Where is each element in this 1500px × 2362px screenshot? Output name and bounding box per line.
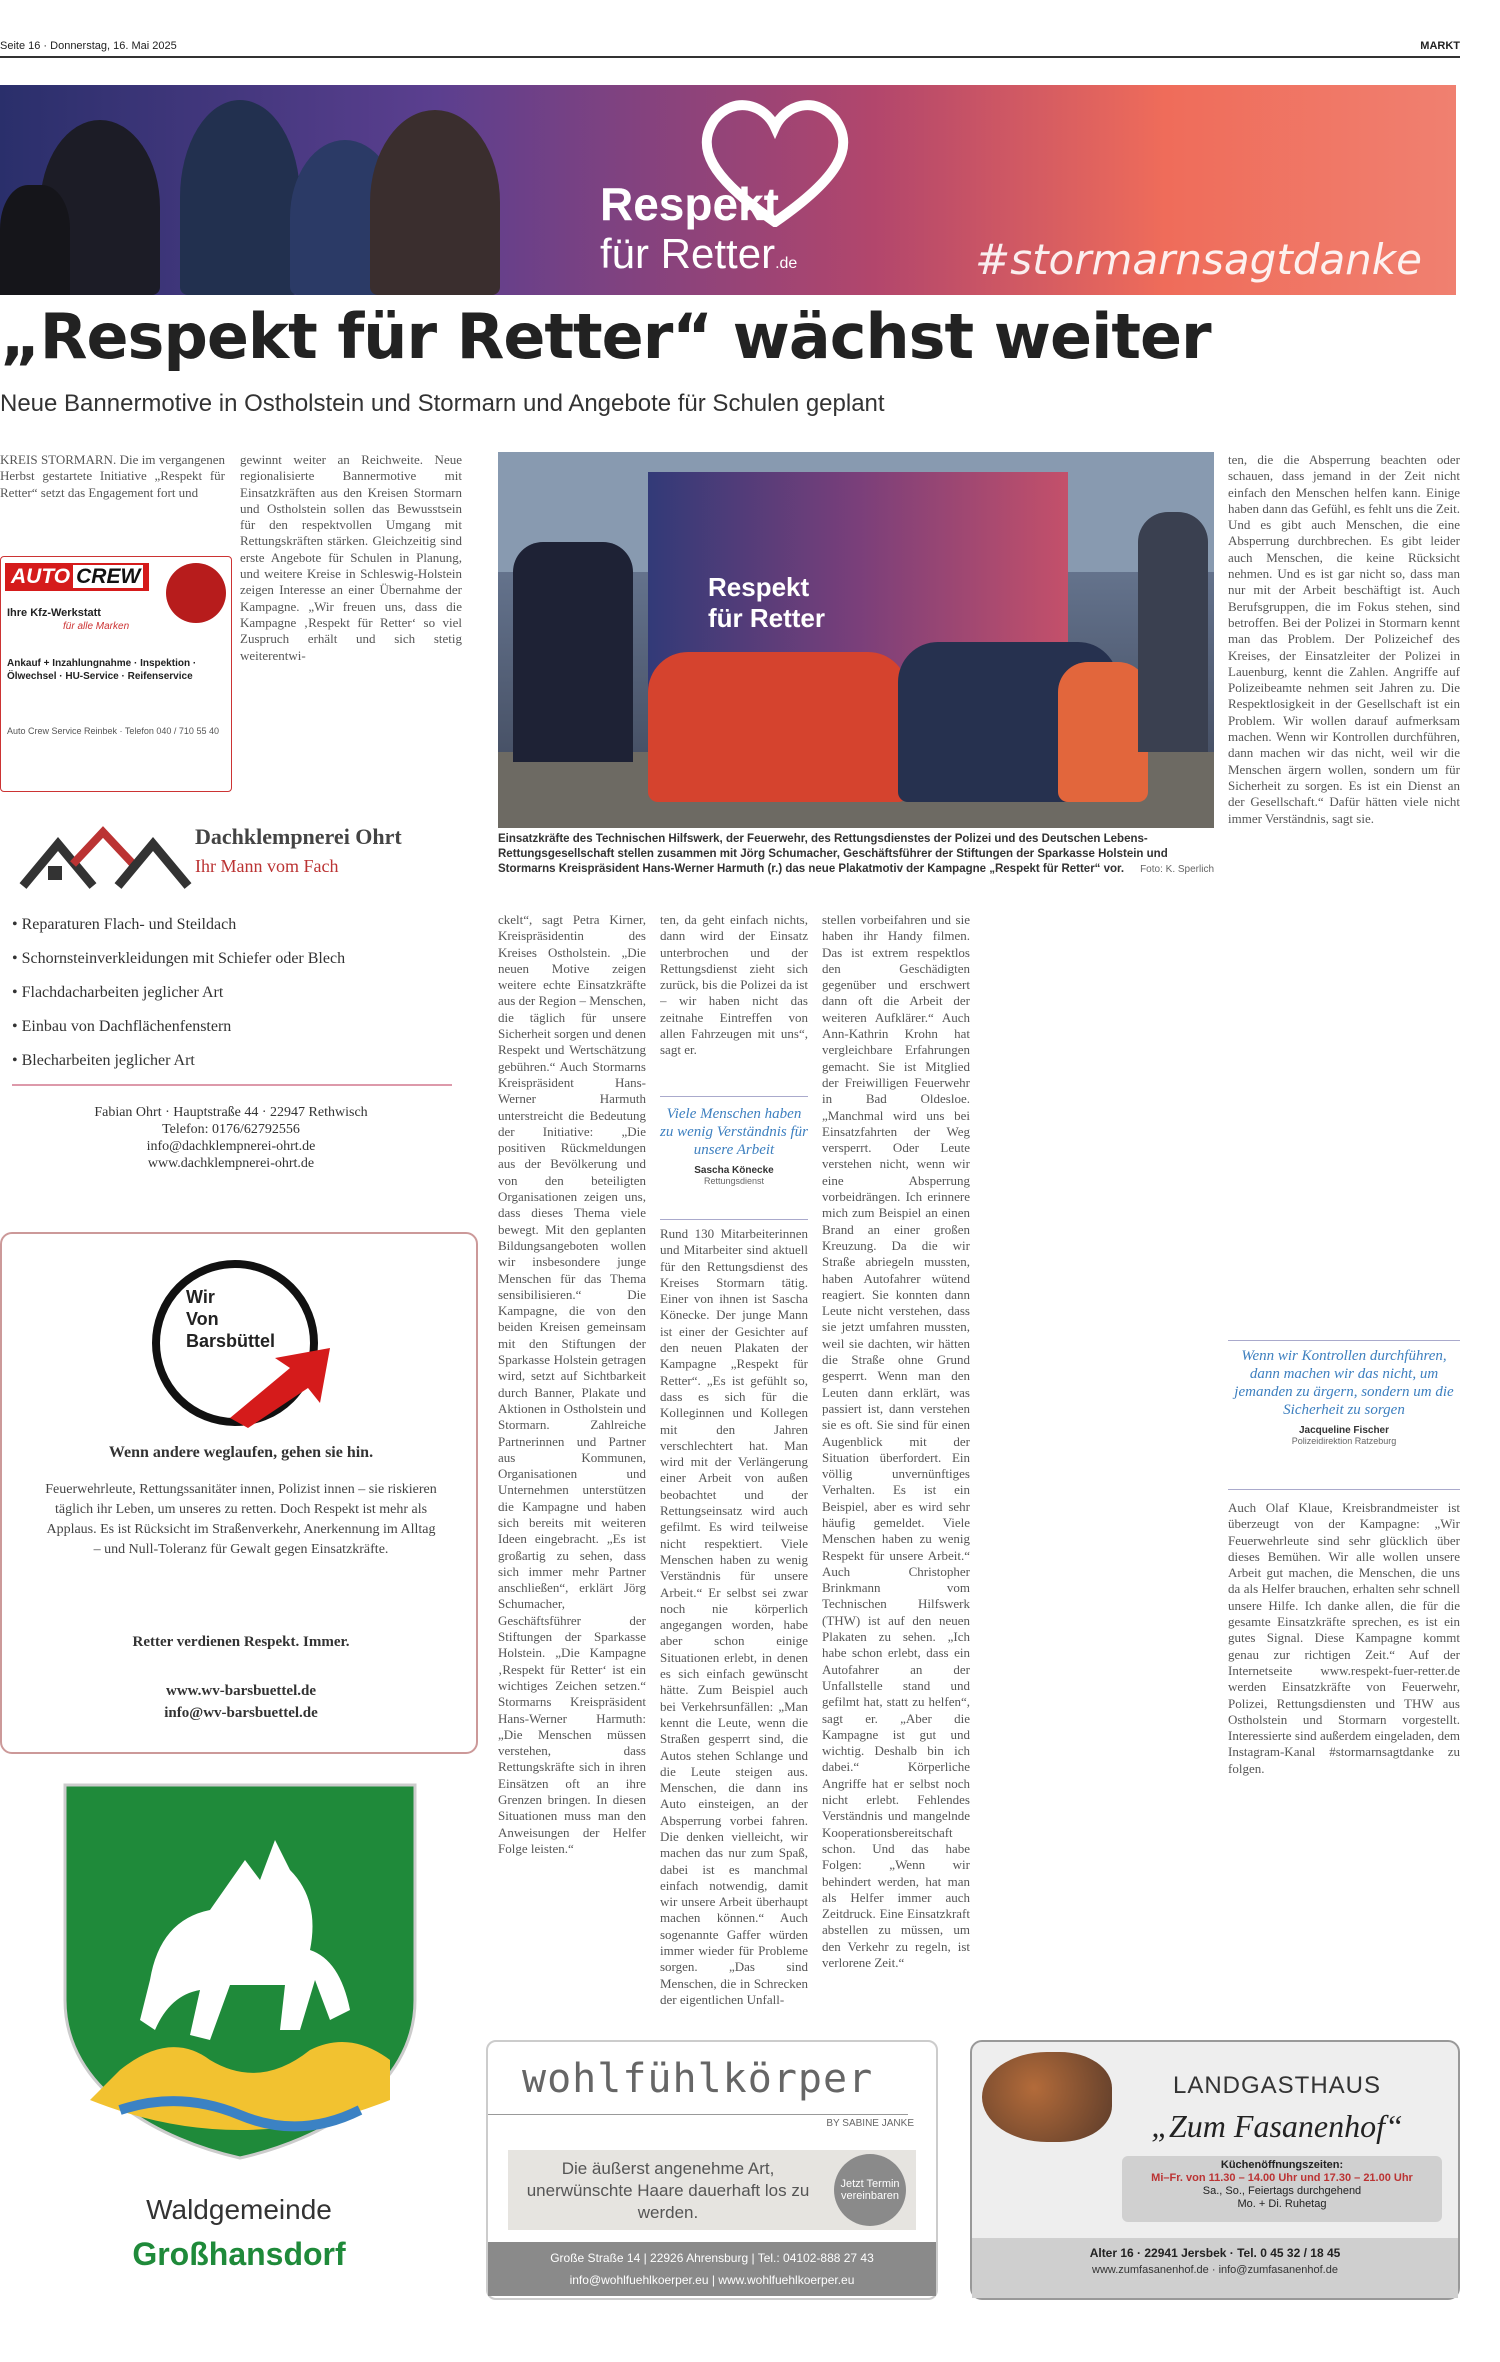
dach-service-item: • Einbau von Dachflächenfenstern <box>12 1018 232 1035</box>
landg-hours1: Mi–Fr. von 11.30 – 14.00 Uhr und 17.30 – 21.00 Uhr <box>1151 2172 1413 2184</box>
divider <box>12 1084 452 1086</box>
article-col3 <box>498 912 646 2018</box>
pullquote-box <box>660 1096 808 1220</box>
dach-contact <box>0 1104 462 1172</box>
divider <box>488 2114 908 2115</box>
dach-web: www.dachklempnerei-ohrt.de <box>147 1156 315 1171</box>
roof-logo-icon <box>18 824 193 894</box>
wohl-badge: Jetzt Termin vereinbaren <box>834 2154 906 2226</box>
landg-hours-title: Küchenöffnungszeiten: <box>1220 2159 1344 2171</box>
autocrew-contact: Auto Crew Service Reinbek · Telefon 040 / 710 55 40 <box>7 726 219 736</box>
banner-hashtag: #stormarnsagtdanke <box>975 235 1422 284</box>
pullquote-text: Wenn wir Kontrollen durchführen, dann machen wir das nicht, um jemanden zu ärgern, sondern um die Sicherheit zu sorgen <box>1234 1348 1454 1418</box>
landg-hours2: Sa., So., Feiertags durchgehend <box>1202 2185 1362 2197</box>
arrow-icon <box>230 1348 340 1428</box>
wohl-text-box <box>508 2150 916 2230</box>
dach-address: Fabian Ohrt · Hauptstraße 44 · 22947 Rethwisch <box>94 1105 368 1120</box>
dog-silhouette <box>0 185 70 295</box>
wir-logo-text: Wir Von Barsbüttel <box>186 1287 276 1351</box>
landg-address: Alter 16 · 22941 Jersbek · Tel. 0 45 32 / 18 45 <box>1089 2246 1341 2260</box>
photo-banner-logo: Respekt für Retter <box>708 572 826 633</box>
article-headline: „Respekt für Retter“ wächst weiter <box>0 300 1211 373</box>
dach-service-list <box>12 908 452 1078</box>
wir-tagline: Retter verdienen Respekt. Immer. <box>132 1634 350 1650</box>
grosshansdorf-ad <box>0 1768 478 2302</box>
wir-barsbuettel-ad <box>0 1232 478 1754</box>
pullquote-name: Jacqueline Fischer <box>1298 1425 1390 1436</box>
article-text: Rund 130 Mitarbeiterinnen und Mitarbeiter sind aktuell für den Rettungsdienst des Kreises Stormarn tätig. Einer von ihnen ist Sascha Könecke. Der junge Mann ist einer der Gesichter auf den neuen Plakaten der Kampagne „Respekt für Retter“. „Es ist gefühlt so, dass es sich für die Kolleginnen und Kollegen mit den Jahren verschlechtert hat. Man wird mit der Verlängerung einer Arbeit von außen beobachtet und der Rettungseinsatz wird auch gefilmt. Es wird teilweise nicht respektiert. Viele Menschen haben zu wenig Verständnis für unsere Arbeit.“ Er selbst sei zwar noch nie körperlich angegangen worden, habe aber schon einige Situationen erlebt, in denen es sich einfach gewünscht hätte. Zum Beispiel auch bei Verkehrsunfällen: „Man kennt die Leute, wenn die Straßen gesperrt sind, die Autos stehen Schlange und die Leute steigen aus. Menschen, die dann ins Auto einsteigen, an der Absperrung vorbei fahren. Die denken vielleicht, wir machen das nur zum Spaß, dabei ist es manchmal einfach notwendig, damit wir unsere Arbeit überhaupt machen können.“ Auch sogenannte Gaffer würden immer wieder für Probleme sorgen. „Das sind Menschen, die in Schrecken der eigentlichen Unfall- <box>660 1226 808 2007</box>
article-col1 <box>0 452 225 552</box>
mascot-icon <box>166 563 226 623</box>
wir-web: www.wv-barsbuettel.de <box>166 1683 316 1699</box>
article-subheadline: Neue Bannermotive in Ostholstein und Stormarn und Angebote für Schulen geplant <box>0 390 885 417</box>
landg-hours3: Mo. + Di. Ruhetag <box>1237 2198 1327 2210</box>
landg-name: „Zum Fasanenhof“ <box>1151 2108 1403 2144</box>
article-col6b <box>1228 1500 1460 2018</box>
article-photo <box>498 452 1214 828</box>
page-info: Seite 16 · Donnerstag, 16. Mai 2025 <box>0 40 177 52</box>
autocrew-services: Ankauf + Inzahlungnahme · Inspektion · Ölwechsel · HU-Service · Reifenservice <box>7 658 197 682</box>
dach-email: info@dachklempnerei-ohrt.de <box>146 1139 316 1154</box>
dach-slogan: Ihr Mann vom Fach <box>195 856 339 876</box>
wohl-address: Große Straße 14 | 22926 Ahrensburg | Tel.: 04102-888 27 43 <box>550 2251 874 2265</box>
article-text: KREIS STORMARN. Die im vergangenen Herbst gestartete Initiative „Respekt für Retter“ setzt das Engagement fort und <box>0 452 225 500</box>
coat-of-arms-icon <box>60 1780 420 2160</box>
photo-credit: Foto: K. Sperlich <box>1140 864 1214 875</box>
photo-people-right <box>1138 512 1208 752</box>
dach-service-item: • Reparaturen Flach- und Steildach <box>12 916 237 933</box>
wir-contact <box>2 1680 480 1724</box>
wohl-by: BY SABINE JANKE <box>826 2118 914 2129</box>
banner-logo-line1: Respekt <box>600 178 779 230</box>
autocrew-line2: für alle Marken <box>63 621 130 632</box>
banner-logo-suffix: .de <box>775 255 798 272</box>
wald-line1: Waldgemeinde <box>146 2194 332 2225</box>
pheasant-icon <box>982 2052 1112 2142</box>
wir-headline: Wenn andere weglaufen, gehen sie hin. <box>108 1444 374 1461</box>
autocrew-ad <box>0 556 232 792</box>
caption-text: Einsatzkräfte des Technischen Hilfswerk, der Feuerwehr, des Rettungsdienstes der Polizei und des Deutschen Lebens-Rettungsgesellschaft stellen zusammen mit Jörg Schumacher, Geschäftsführer der Stiftungen der Sparkasse Holstein und Stormarns Kreispräsident Hans-Werner Harmuth (r.) das neue Plakatmotiv der Kampagne „Respekt für Retter“ vor. <box>498 833 1168 875</box>
wir-email: info@wv-barsbuettel.de <box>164 1705 318 1721</box>
landgasthaus-ad <box>970 2040 1460 2300</box>
article-text: ckelt“, sagt Petra Kirner, Kreispräsidentin des Kreises Ostholstein. „Die neuen Motive zeigen weitere echte Einsatzkräfte aus der Region – Menschen, die täglich für unsere Sicherheit sorgen und denen Respekt und Wertschätzung gebühren.“ Auch Stormarns Kreispräsident Hans-Werner Harmuth unterstreicht die Bedeutung der Initiative: „Die positiven Rückmeldungen aus der Bevölkerung und von den beteiligten Organisationen zeigen uns, dass dieses Thema viele bewegt. Mit den geplanten Bildungsangeboten wollen wir insbesondere junge Menschen für das Thema sensibilisieren.“ Die Kampagne, die von den beiden Kreisen gemeinsam mit den Stiftungen der Sparkasse Holstein getragen wird, setzt auf Sichtbarkeit durch Banner, Plakate und Aktionen in Ostholstein und Stormarn. Zahlreiche Partnerinnen und Partner aus Kommunen, Organisationen und Unternehmen unterstützen die Kampagne und haben sich bereits mit weiteren Ideen eingebracht. „Es ist großartig zu sehen, dass sich immer mehr Partner anschließen“, erklärt Jörg Schumacher, Geschäftsführer der Stiftungen der Sparkasse Holstein. „Die Kampagne ‚Respekt für Retter‘ ist ein wichtiges Zeichen setzen.“ Stormarns Kreispräsident Hans-Werner Harmuth: „Die Menschen müssen verstehen, dass Rettungskräfte sich in ihren Einsätzen oft an ihre Grenzen bringen. In diesen Situationen muss man den Anweisungen der Helfer Folge leisten.“ <box>498 912 646 1856</box>
wohlfuehlkoerper-ad <box>486 2040 938 2300</box>
landg-title: LANDGASTHAUS <box>1172 2072 1382 2099</box>
article-col5 <box>822 912 970 2018</box>
wohl-text: Die äußerst angenehme Art, unerwünschte Haare dauerhaft los zu werden. <box>526 2159 810 2222</box>
landg-hours <box>1122 2156 1442 2222</box>
landg-footer <box>972 2238 1458 2298</box>
banner-person <box>180 100 300 295</box>
wald-line2: Großhansdorf <box>132 2236 346 2272</box>
article-col2 <box>240 452 462 792</box>
pullquote-text: Viele Menschen haben zu wenig Verständnis für unsere Arbeit <box>660 1106 808 1158</box>
article-col4a <box>660 912 808 1090</box>
article-col6a <box>1228 452 1460 1332</box>
wohl-brand: wohlfühlkörper <box>522 2056 874 2102</box>
autocrew-line1: Ihre Kfz-Werkstatt <box>7 607 101 619</box>
campaign-banner <box>0 85 1456 295</box>
article-text: stellen vorbeifahren und sie haben ihr Handy filmen. Das ist extrem respektlos den Geschädigten gegenüber und erschwert dann oft die Arbeit der weiteren Aufklärer.“ Auch Ann-Kathrin Krohn hat vergleichbare Erfahrungen gemacht. Sie ist Mitglied der Freiwilligen Feuerwehr in Bad Oldesloe. „Manchmal wird uns bei Einsatzfahrten der Weg versperrt. Oder Leute verstehen nicht, wenn wir eine Absperrung vorbeidrängen. Ich erinnere mich zum Beispiel an einen Brand an einer großen Kreuzung. Da die wir Straße abriegeln mussten, haben Autofahrer wütend reagiert. Sie konnten dann Leute nicht verstehen, dass sie jetzt umfahren mussten, weil sie dachten, wir hätten die Straße ohne Grund gesperrt. Wenn man den Leuten dann erklärt, was passiert ist, dann verstehen sie es oft. Sie sind für einen Augenblick mit der Situation überfordert. Ein völlig unvernünftiges Verhalten. Es ist ein Beispiel, aber es wird sehr häufig gemeldet. Viele Menschen haben zu wenig Respekt für unsere Arbeit.“ Auch Christopher Brinkmann vom Technischen Hilfswerk (THW) ist auf den neuen Plakaten zu sehen. „Ich habe schon erlebt, dass ein Autofahrer an der Unfallstelle stand und gefilmt hat, statt zu helfen“, sagt er. „Aber die Kampagne ist gut und wichtig. Deshalb bin ich dabei.“ Körperliche Angriffe hat er selbst noch nicht erlebt. Fehlendes Verständnis und mangelnde Kooperationsbereitschaft schon. Und das habe Folgen: „Wenn wir behindert werden, hat man als Helfer immer auch Zeitdruck. Eine Einsatzkraft abstellen zu müssen, um den Verkehr zu regeln, ist verlorene Zeit.“ <box>822 912 970 1970</box>
page-header <box>0 38 1460 58</box>
article-text: ten, die die Absperrung beachten oder schauen, dass jemand in der Zeit nicht einfach den Menschen helfen kann. Einige haben dann das Gefühl, es fehlt uns die Zeit. Und es gibt auch Menschen, die eine Absperrung durchbrechen. Es gibt leider auch Menschen, die keine Rücksicht nehmen. Und es ist gar nicht so, dass man nur mit der Arbeit beschäftigt ist. Auch Berufsgruppen, die im Fokus stehen, sind betroffen. Bei der Polizei in Stormarn kennt man das Problem. Der Polizeichef des Kreises, der Einsatzleiter der Polizei in Lauenburg, kennt die Zahlen. Angriffe auf Polizeibeamte nehmen seit Jahren zu. Die Respektlosigkeit in der Gesellschaft ist ein Problem. Wir wollen darauf aufmerksam machen. Wenn wir Kontrollen durchführen, dann machen wir das nicht, weil wir die Menschen ärgern wollen, sondern um für Sicherheit zu sorgen. Es ist ein Dienst an der Gesellschaft.“ Dafür hätten viele nicht immer Verständnis, sagt sie. <box>1228 452 1460 826</box>
article-text: ten, da geht einfach nichts, dann wird der Einsatz unterbrochen und der Rettungsdienst zieht sich zurück, bis die Polizei da ist – wir haben nicht das zeitnahe Eintreffen von allen Fahrzeugen mit uns“, sagt er. <box>660 912 808 1058</box>
dach-service-item: • Schornsteinverkleidungen mit Schiefer oder Blech <box>12 950 346 967</box>
wohl-web: info@wohlfuehlkoerper.eu | www.wohlfuehlkoerper.eu <box>569 2273 855 2287</box>
photo-caption <box>498 832 1214 877</box>
banner-person <box>370 110 500 295</box>
article-text: gewinnt weiter an Reichweite. Neue regionalisierte Bannermotive mit Einsatzkräften aus den Kreisen Stormarn und Ostholstein sollen das Bewusstsein für den respektvollen Umgang mit Rettungskräften stärken. Gleichzeitig sind erste Angebote für Schulen in Planung, und weitere Kreise in Schleswig-Holstein zeigen Interesse an einer Übernahme der Kampagne. „Wir freuen uns, dass die Kampagne ‚Respekt für Retter‘ so viel Zuspruch erhält und sich stetig weiterentwi- <box>240 452 462 663</box>
photo-people-front <box>648 652 908 802</box>
photo-person-orange <box>1058 662 1148 802</box>
photo-people-left <box>513 542 633 762</box>
wir-logo <box>152 1260 318 1426</box>
article-col4b <box>660 1226 808 2018</box>
dach-phone: Telefon: 0176/62792556 <box>162 1122 300 1137</box>
dachklempnerei-ad <box>0 806 462 1208</box>
pullquote-role: Polizeidirektion Ratzeburg <box>1291 1436 1397 1446</box>
autocrew-logo: AUTO CREW <box>5 563 149 591</box>
landg-web: www.zumfasanenhof.de · info@zumfasanenhof.de <box>1092 2264 1338 2276</box>
dach-title: Dachklempnerei Ohrt <box>195 824 402 849</box>
banner-logo-text <box>600 180 797 288</box>
banner-logo-line2: für Retter <box>600 230 776 277</box>
dach-service-item: • Blecharbeiten jeglicher Art <box>12 1052 195 1069</box>
article-text: Auch Olaf Klaue, Kreisbrandmeister ist überzeugt von der Kampagne: „Wir Feuerwehrleute sind sehr glücklich über dieses Bemühen. Wir alle wollen unsere Arbeit gut machen, die Menschen, die uns da als Helfer brauchen, erhalten sehr schnell unsere Hilfe. Ich danke allen, die für die gesamte Einsatzkräfte sprechen, es ist ein gutes Signal. Diese Kampagne kommt genau zur richtigen Zeit.“ Auf der Internetseite www.respekt-fuer-retter.de werden Einsatzkräfte von Feuerwehr, Polizei, Rettungsdiensten und THW aus Ostholstein und Stormarn vorgestellt. Interessierte sind außerdem eingeladen, dem Instagram-Kanal #stormarnsagtdanke zu folgen. <box>1228 1500 1460 1776</box>
wohl-footer <box>488 2242 936 2296</box>
dach-service-item: • Flachdacharbeiten jeglicher Art <box>12 984 224 1001</box>
pullquote-role: Rettungsdienst <box>703 1176 765 1186</box>
section-label: MARKT <box>1420 40 1460 52</box>
wir-body: Feuerwehrleute, Rettungssanitäter innen, Polizist innen – sie riskieren täglich ihr Leben, um unseres zu retten. Doch Respekt ist mehr als Applaus. Es ist Rücksicht im Straßenverkehr, Anerkennung im Alltag – und Null-Toleranz für Gewalt gegen Einsatzkräfte. <box>45 1482 437 1557</box>
pullquote-name: Sascha Könecke <box>694 1165 774 1176</box>
pullquote-box <box>1228 1340 1460 1490</box>
